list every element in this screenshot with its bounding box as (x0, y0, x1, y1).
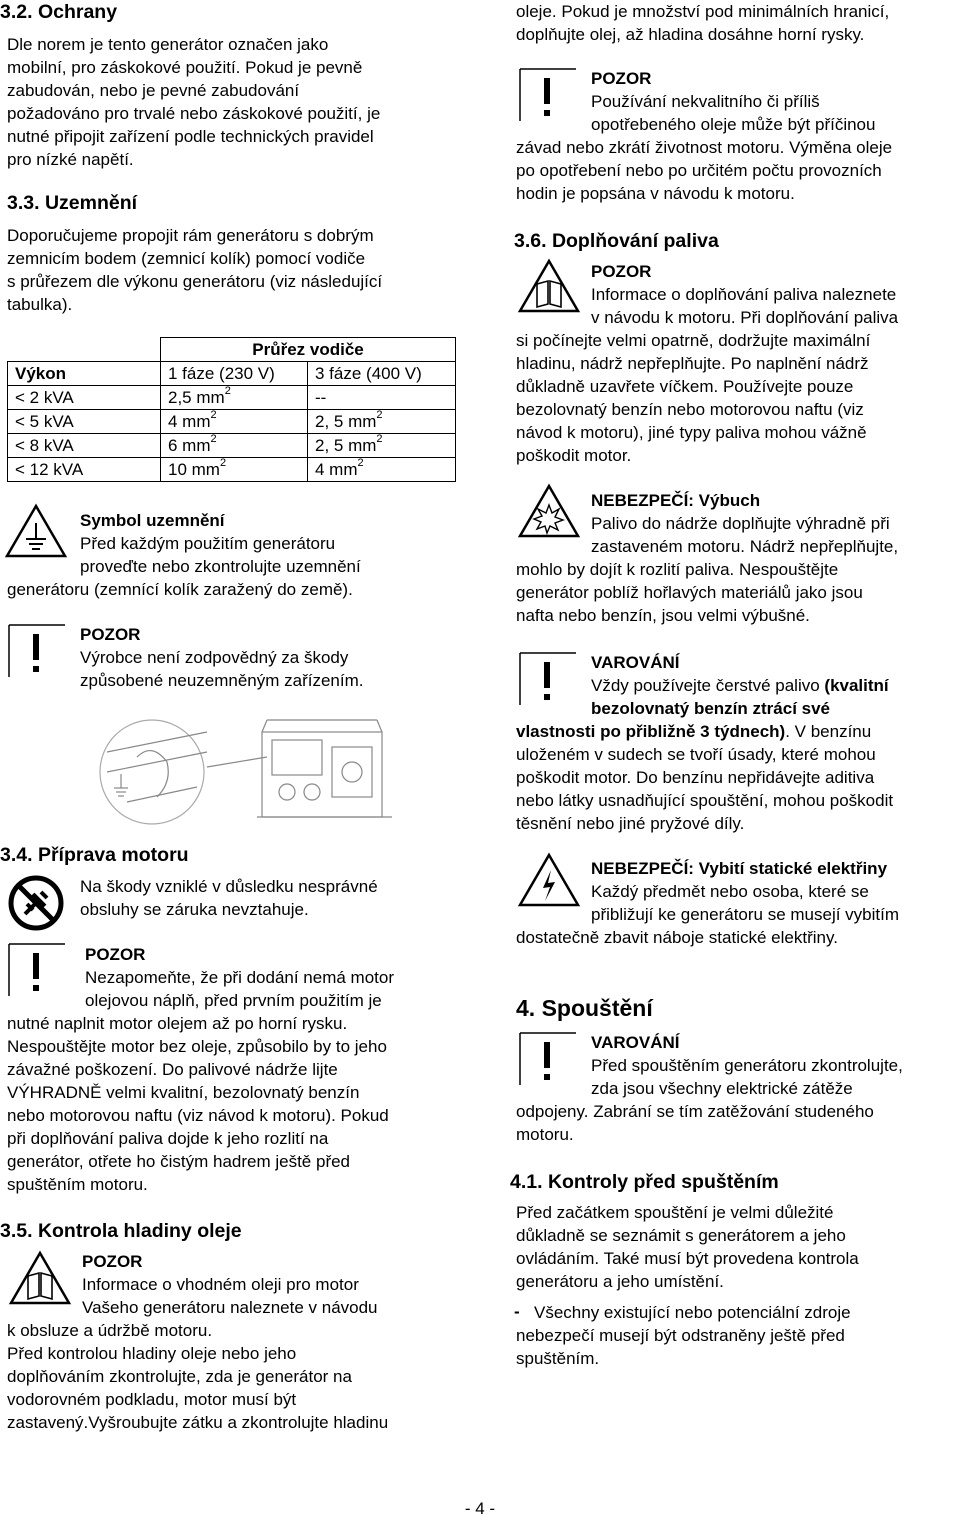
text-line: zastaveném motoru. Nádrž nepřeplňujte, (591, 537, 899, 556)
text-line: při doplňování paliva dojde k jeho rozlití na (7, 1129, 329, 1148)
text-line: vlastnosti po přibližně 3 týdnech). V benzínu (516, 722, 872, 741)
text-line: zastavený.Vyšroubujte zátku a zkontrolujte hladinu (7, 1413, 389, 1432)
pozor-title: POZOR (591, 69, 652, 88)
text-line: Používání nekvalitního či příliš (591, 92, 820, 111)
text-line: olejovou náplň, před prvním použitím je (85, 991, 382, 1010)
text-line: Informace o vhodném oleji pro motor (82, 1275, 359, 1294)
table-cell: -- (308, 386, 456, 410)
text-line: dostatečně zbavit náboje statické elektřiny. (516, 928, 838, 947)
text-line: generátor poblíž hořlavých materiálů jako jsou (516, 583, 863, 602)
text-line: nutné naplnit motor olejem až po horní rysku. (7, 1014, 348, 1033)
text-line: požadováno pro trvalé nebo záskokové použití, je (7, 104, 381, 123)
text-line: v návodu k motoru. Při doplňování paliva (591, 308, 899, 327)
text-line: přibližují ke generátoru se musejí vybitím (591, 905, 900, 924)
text-line: obsluhy se záruka nevztahuje. (80, 900, 309, 919)
exclamation-icon (517, 650, 579, 708)
text-line: Palivo do nádrže doplňujte výhradně při (591, 514, 890, 533)
text-line: ovládáním. Také musí být provedena kontrola (516, 1249, 859, 1268)
text-line: zabudován, nebo je pevné zabudování (7, 81, 300, 100)
table-row (8, 386, 456, 410)
table-cell: < 5 kVA (8, 410, 161, 434)
text-line: uloženém v sudech se tvoří úsady, které mohou (516, 745, 876, 764)
exclamation-icon (517, 1030, 579, 1088)
table-cell: 2, 5 $mm^2$ (308, 434, 456, 458)
text-line: Vždy používejte čerstvé palivo (kvalitní (591, 676, 889, 695)
table-cell: < 2 kVA (8, 386, 161, 410)
text-line: Před začátkem spouštění je velmi důležité (516, 1203, 834, 1222)
warning-title: VAROVÁNÍ (591, 1033, 680, 1052)
text-line: Na škody vzniklé v důsledku nesprávné (80, 877, 378, 896)
text-line: doplňujte olej, až hladina dosáhne horní rysky. (516, 25, 865, 44)
page-number: - 4 - (464, 1499, 496, 1518)
text-line: Před spouštěním generátoru zkontrolujte, (591, 1056, 903, 1075)
text-line: Informace o doplňování paliva naleznete (591, 285, 897, 304)
section-3-2-heading: 3.2. Ochrany (0, 1, 118, 23)
text-line: pro nízké napětí. (7, 150, 134, 169)
table-row (8, 410, 456, 434)
table-cell: 10 $mm^2$ (161, 458, 308, 482)
section-3-5-heading: 3.5. Kontrola hladiny oleje (0, 1220, 242, 1242)
table-cell: 4 $mm^2$ (161, 410, 308, 434)
text-line: proveďte nebo zkontrolujte uzemnění (80, 557, 361, 576)
explosion-warning-icon (517, 483, 581, 539)
text-line: oleje. Pokud je množství pod minimálních hranicí, (516, 2, 890, 21)
text-line: závažné poškození. Do palivové nádrže lijte (7, 1060, 338, 1079)
text-line: hladinu, nádrž nepřeplňujte. Po naplnění nádrž (516, 354, 869, 373)
text-line: poškodit motor. (516, 446, 632, 465)
no-tools-icon (7, 874, 65, 932)
text-line: motoru. (516, 1125, 574, 1144)
table-cell: 4 $mm^2$ (308, 458, 456, 482)
section-3-4-heading: 3.4. Příprava motoru (0, 844, 189, 866)
text-line: důkladně uzavřete víčkem. Používejte pouze (516, 377, 854, 396)
table-cell: < 12 kVA (8, 458, 161, 482)
text-line: návod k motoru), jiné typy paliva mohou vážně (516, 423, 867, 442)
table-group-header: Průřez vodiče (161, 338, 456, 362)
text-line: Výrobce není zodpovědný za škody (80, 648, 349, 667)
text-line: odpojeny. Zabrání se tím zatěžování studeného (516, 1102, 874, 1121)
read-manual-icon (8, 1250, 72, 1306)
table-cell: 2, 5 $mm^2$ (308, 410, 456, 434)
exclamation-icon (517, 66, 579, 124)
text-line: Každý předmět nebo osoba, které se (591, 882, 869, 901)
text-line: těsnění nebo jiné pryžové díly. (516, 814, 745, 833)
pozor-title: POZOR (82, 1252, 143, 1271)
text-line: způsobené neuzemněným zařízením. (80, 671, 364, 690)
text-line: nebo látky usnadňující spouštění, mohou poškodit (516, 791, 894, 810)
text-line: Nespouštějte motor bez oleje, způsobilo by to jeho (7, 1037, 387, 1056)
text-line: Vašeho generátoru naleznete v návodu (82, 1298, 378, 1317)
text-line: hodin je popsána v návodu k motoru. (516, 184, 795, 203)
bullet-dash: - (514, 1302, 520, 1321)
table-row (8, 458, 456, 482)
text-line: si počínejte velmi opatrně, dodržujte maximální (516, 331, 871, 350)
table-cell: 2,5 $mm^2$ (161, 386, 308, 410)
text-line: spuštěním. (516, 1349, 600, 1368)
ground-symbol-title: Symbol uzemnění (80, 511, 225, 530)
section-4-1-heading: 4.1. Kontroly před spuštěním (510, 1171, 779, 1193)
text-line: nafta nebo benzín, jsou velmi výbušné. (516, 606, 810, 625)
text-line: opotřebeného oleje může být příčinou (591, 115, 876, 134)
text-line: vodorovném podkladu, motor musí být (7, 1390, 297, 1409)
pozor-title: POZOR (85, 945, 146, 964)
text-line: Doporučujeme propojit rám generátoru s dobrým (7, 226, 374, 245)
electricity-warning-icon (517, 852, 581, 908)
text-line: mohlo by dojít k rozlití paliva. Nespouštějte (516, 560, 839, 579)
text-line: Před kontrolou hladiny oleje nebo jeho (7, 1344, 297, 1363)
exclamation-icon (6, 622, 68, 680)
text-line: závad nebo zkrátí životnost motoru. Výměna oleje (516, 138, 893, 157)
text-line: k obsluze a údržbě motoru. (7, 1321, 213, 1340)
danger-title: NEBEZPEČÍ: Výbuch (591, 491, 761, 510)
text-line: mobilní, pro záskokové použití. Pokud je pevně (7, 58, 363, 77)
text-line: spuštěním motoru. (7, 1175, 148, 1194)
pozor-title: POZOR (591, 262, 652, 281)
grounding-illustration (97, 712, 397, 830)
table-header: 3 fáze (400 V) (308, 362, 456, 386)
text-line: po opotřebení nebo po určitém počtu provozních (516, 161, 882, 180)
section-4-heading: 4. Spouštění (516, 995, 653, 1021)
table-header: 1 fáze (230 V) (161, 362, 308, 386)
text-line: generátoru (zemnící kolík zaražený do země). (7, 580, 353, 599)
section-3-3-heading: 3.3. Uzemnění (7, 192, 138, 214)
table-cell: 6 $mm^2$ (161, 434, 308, 458)
table-header: Výkon (8, 362, 161, 386)
text-line: Před každým použitím generátoru (80, 534, 336, 553)
text-line: doplňováním zkontrolujte, zda je generátor na (7, 1367, 352, 1386)
warning-title: VAROVÁNÍ (591, 653, 680, 672)
table-cell: < 8 kVA (8, 434, 161, 458)
text-line: nebezpečí musejí být odstraněny ještě před (516, 1326, 845, 1345)
section-3-6-heading: 3.6. Doplňování paliva (514, 230, 719, 252)
read-manual-icon (517, 258, 581, 314)
conductor-table (7, 337, 456, 482)
text-line: bezolovnatý benzín ztrácí své (591, 699, 831, 718)
ground-warning-icon (4, 503, 68, 559)
text-line: Nezapomeňte, že při dodání nemá motor (85, 968, 395, 987)
table-row (8, 434, 456, 458)
text-line: Všechny existující nebo potenciální zdroje (534, 1303, 851, 1322)
text-line: generátoru a jeho umístění. (516, 1272, 724, 1291)
pozor-title: POZOR (80, 625, 141, 644)
text-line: s průřezem dle výkonu generátoru (viz následující (7, 272, 383, 291)
text-line: důkladně se seznámit s generátorem a jeho (516, 1226, 846, 1245)
exclamation-icon (6, 941, 68, 999)
danger-title: NEBEZPEČÍ: Vybití statické elektřiny (591, 859, 888, 878)
text-line: nutné připojit zařízení podle technických pravidel (7, 127, 374, 146)
text-line: VÝHRADNĚ velmi kvalitní, bezolovnatý benzín (7, 1083, 360, 1102)
text-line: generátor, otřete ho čistým hadrem ještě před (7, 1152, 351, 1171)
text-line: zda jsou všechny elektrické zátěže (591, 1079, 853, 1098)
text-line: zemnicím bodem (zemnicí kolík) pomocí vodiče (7, 249, 366, 268)
text-line: tabulka). (7, 295, 73, 314)
text-line: poškodit motor. Do benzínu nepřidávejte aditiva (516, 768, 875, 787)
text-line: Dle norem je tento generátor označen jako (7, 35, 329, 54)
text-line: nebo motorovou naftu (viz návod k motoru). Pokud (7, 1106, 389, 1125)
text-line: bezolovnatý benzín nebo motorovou naftu (viz (516, 400, 864, 419)
